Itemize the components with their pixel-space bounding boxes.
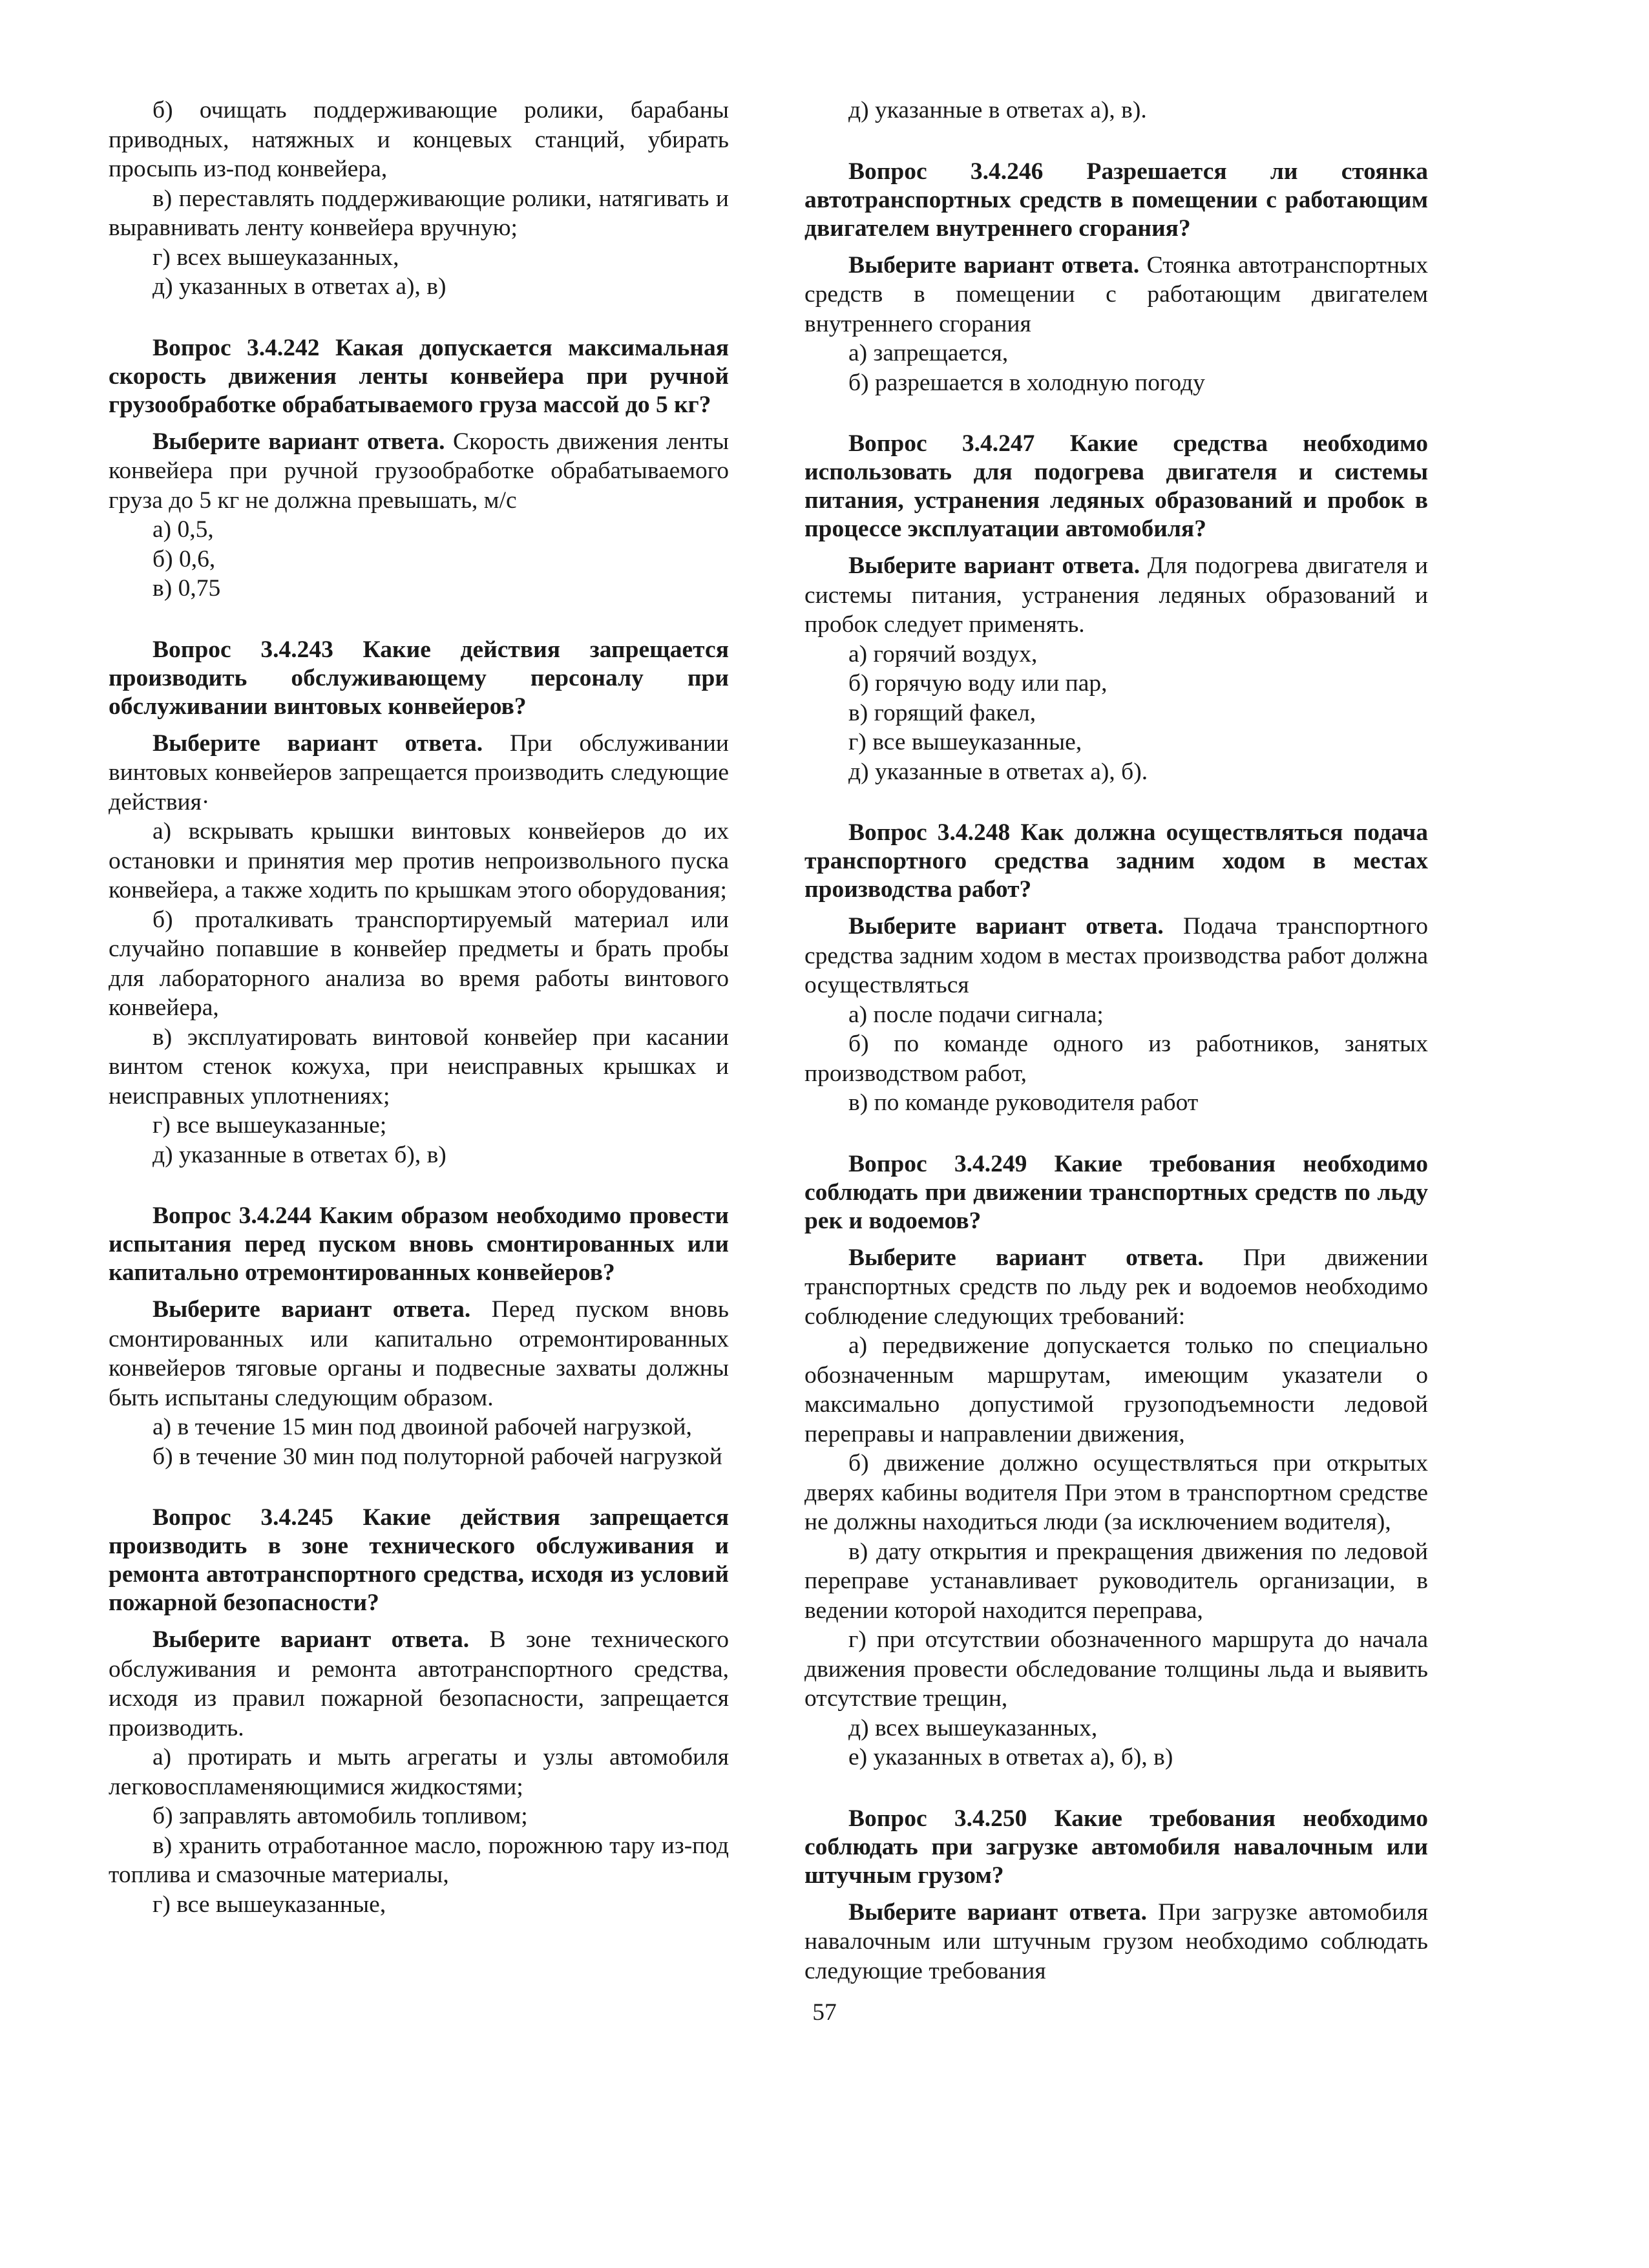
question-text: В зоне технического обслуживания и ремонта автотранспортного средства, исходя из правил пожарной безопасности, запрещается производить. [109, 1626, 729, 1741]
answer-option: г) все вышеуказанные; [152, 1112, 387, 1139]
question-body [804, 251, 1428, 339]
answer-lead: Выберите вариант ответа. [848, 552, 1140, 579]
answer-option: а) передвижение допускается только по специально обозначенным маршрутам, имеющим указатели о максимально допустимой грузоподъемности ледовой переправы и направлении движения, [804, 1332, 1428, 1447]
answer-option: е) указанных в ответах а), б), в) [848, 1744, 1173, 1770]
answer-option: г) все вышеуказанные, [152, 1891, 386, 1918]
list-item: б) очищать поддерживающие ролики, барабаны приводных, натяжных и концевых станций, убирать просыпь из-под конвейера, [109, 97, 729, 182]
page-number: 57 [812, 1999, 837, 2026]
answer-option: в) горящий факел, [848, 699, 1036, 726]
answer-option: б) движение должно осуществляться при открытых дверях кабины водителя При этом в транспортном средстве не должны находиться люди (за исключением водителя), [804, 1450, 1428, 1535]
answer-option: д) указанные в ответах а), б). [848, 758, 1148, 785]
question-text: При загрузке автомобиля навалочным или штучным грузом необходимо соблюдать следующие требования [804, 1898, 1428, 1984]
answer-option: б) по команде одного из работников, занятых производством работ, [804, 1031, 1428, 1087]
answer-option: б) разрешается в холодную погоду [848, 369, 1205, 396]
question-title: Вопрос 3.4.246 Разрешается ли стоянка автотранспортных средств в помещении с работающим двигателем внутреннего сгорания? [804, 158, 1428, 242]
question-text: При обслуживании винтовых конвейеров запрещается производить следующие действия· [109, 730, 729, 815]
answer-option: а) горячий воздух, [848, 640, 1038, 667]
continuation-block [109, 96, 729, 302]
question-text: Скорость движения ленты конвейера при ручной грузообработке обрабатываемого груза до 5 кг не должна превышать, м/с [109, 428, 729, 514]
question-3-4-247 [804, 430, 1428, 786]
continuation-block [804, 96, 1428, 125]
question-3-4-244 [109, 1202, 729, 1471]
answer-option: в) по команде руководителя работ [848, 1089, 1199, 1116]
answer-lead: Выберите вариант ответа. [848, 1898, 1147, 1926]
answer-lead: Выберите вариант ответа. [152, 428, 445, 455]
answer-option: а) после подачи сигнала; [848, 1001, 1104, 1028]
answer-option: а) протирать и мыть агрегаты и узлы автомобиля легковоспламеняющимися жидкостями; [109, 1744, 729, 1800]
question-3-4-245 [109, 1504, 729, 1919]
answer-option: в) хранить отработанное масло, порожнюю тару из-под топлива и смазочные материалы, [109, 1832, 729, 1888]
right-column [804, 96, 1428, 1986]
question-title: Вопрос 3.4.243 Какие действия запрещается производить обслуживающему персоналу при обслуживании винтовых конвейеров? [109, 636, 729, 720]
list-item: д) указанные в ответах а), в). [848, 97, 1147, 123]
question-title: Вопрос 3.4.242 Какая допускается максимальная скорость движения ленты конвейера при ручной грузообработке обрабатываемого груза массой до 5 кг? [109, 334, 729, 418]
question-3-4-248 [804, 819, 1428, 1118]
question-body [109, 1295, 729, 1412]
list-item: г) всех вышеуказанных, [152, 244, 399, 271]
answer-option: б) проталкивать транспортируемый материал или случайно попавшие в конвейер предметы и брать пробы для лабораторного анализа во время работы винтового конвейера, [109, 906, 729, 1021]
answer-option: в) дату открытия и прекращения движения по ледовой переправе устанавливает руководитель организации, в ведении которой находится переправа, [804, 1538, 1428, 1624]
answer-option: а) 0,5, [152, 516, 214, 543]
left-column [109, 96, 729, 1919]
answer-option: д) указанные в ответах б), в) [152, 1141, 446, 1168]
question-body [109, 729, 729, 817]
answer-lead: Выберите вариант ответа. [848, 251, 1140, 278]
answer-option: б) заправлять автомобиль топливом; [152, 1803, 528, 1829]
answer-lead: Выберите вариант ответа. [848, 913, 1164, 940]
question-title: Вопрос 3.4.244 Каким образом необходимо провести испытания перед пуском вновь смонтированных или капитально отремонтированных конвейеров? [109, 1202, 729, 1286]
answer-option: а) в течение 15 мин под двоиной рабочей нагрузкой, [152, 1414, 692, 1440]
answer-lead: Выберите вариант ответа. [848, 1244, 1204, 1271]
question-title: Вопрос 3.4.248 Как должна осуществляться подача транспортного средства задним ходом в местах производства работ? [804, 819, 1428, 903]
question-3-4-246 [804, 158, 1428, 398]
answer-lead: Выберите вариант ответа. [152, 1626, 470, 1653]
question-title: Вопрос 3.4.247 Какие средства необходимо использовать для подогрева двигателя и системы питания, устранения ледяных образований и пробок в процессе эксплуатации автомобиля? [804, 430, 1428, 542]
answer-option: б) в течение 30 мин под полуторной рабочей нагрузкой [152, 1443, 722, 1470]
answer-option: б) 0,6, [152, 545, 216, 572]
list-item: д) указанных в ответах а), в) [152, 273, 446, 300]
question-3-4-243 [109, 636, 729, 1170]
answer-option: а) запрещается, [848, 340, 1009, 366]
question-text: Перед пуском вновь смонтированных или капитально отремонтированных конвейеров тяговые органы и подвесные захваты должны быть испытаны следующим образом. [109, 1296, 729, 1411]
question-3-4-242 [109, 334, 729, 604]
question-body [109, 427, 729, 516]
answer-option: г) при отсутствии обозначенного маршрута до начала движения провести обследование толщины льда и выявить отсутствие трещин, [804, 1626, 1428, 1712]
question-3-4-249 [804, 1150, 1428, 1772]
answer-option: в) 0,75 [152, 575, 221, 602]
question-text: Подача транспортного средства задним ходом в местах производства работ должна осуществляться [804, 913, 1428, 998]
question-body [804, 551, 1428, 640]
question-title: Вопрос 3.4.245 Какие действия запрещается производить в зоне технического обслуживания и ремонта автотранспортного средства, исходя из условий пожарной безопасности? [109, 1504, 729, 1616]
question-text: Стоянка автотранспортных средств в помещении с работающим двигателем внутреннего сгорания [804, 251, 1428, 337]
question-title: Вопрос 3.4.250 Какие требования необходимо соблюдать при загрузке автомобиля навалочным или штучным грузом? [804, 1805, 1428, 1889]
question-body [804, 912, 1428, 1000]
answer-option: г) все вышеуказанные, [848, 729, 1082, 755]
question-body [804, 1898, 1428, 1986]
answer-option: б) горячую воду или пар, [848, 670, 1108, 697]
answer-option: а) вскрывать крышки винтовых конвейеров до их остановки и принятия мер против непроизвольного пуска конвейера, а также ходить по крышкам этого оборудования; [109, 818, 729, 903]
question-title: Вопрос 3.4.249 Какие требования необходимо соблюдать при движении транспортных средств по льду рек и водоемов? [804, 1150, 1428, 1234]
list-item: в) переставлять поддерживающие ролики, натягивать и выравнивать ленту конвейера вручную; [109, 185, 729, 241]
answer-option: д) всех вышеуказанных, [848, 1714, 1098, 1741]
question-text: Для подогрева двигателя и системы питания, устранения ледяных образований и пробок следует применять. [804, 552, 1428, 638]
answer-option: в) эксплуатировать винтовой конвейер при касании винтом стенок кожуха, при неисправных крышках и неисправных уплотнениях; [109, 1024, 729, 1109]
answer-lead: Выберите вариант ответа. [152, 730, 483, 757]
question-body [804, 1243, 1428, 1332]
question-3-4-250 [804, 1805, 1428, 1986]
answer-lead: Выберите вариант ответа. [152, 1296, 471, 1323]
question-body [109, 1625, 729, 1743]
question-text: При движении транспортных средств по льду рек и водоемов необходимо соблюдение следующих требований: [804, 1244, 1428, 1330]
